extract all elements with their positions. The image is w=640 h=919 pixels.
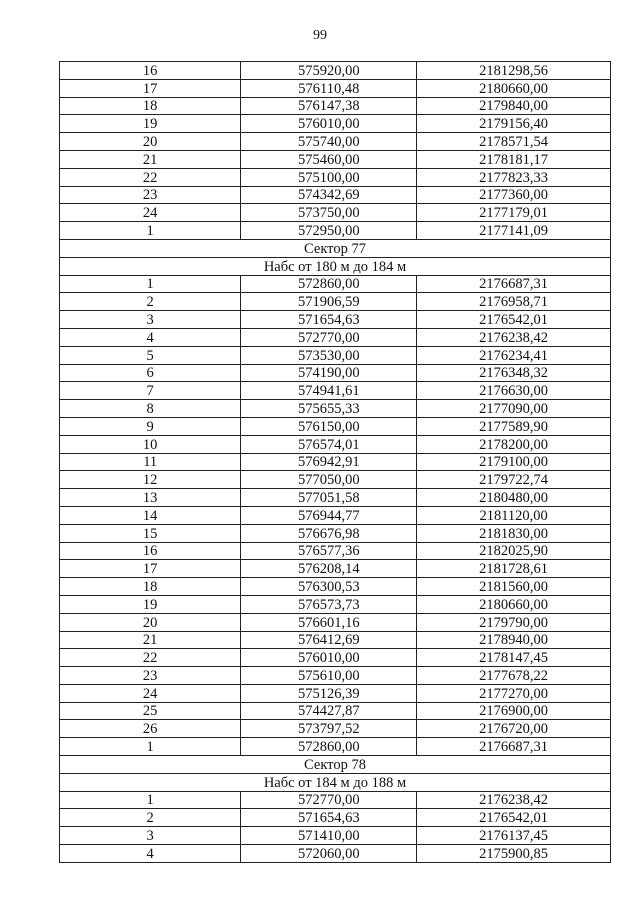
y-coordinate-cell: 2180480,00 — [417, 489, 611, 507]
x-coordinate-cell: 572950,00 — [241, 222, 417, 240]
y-coordinate-cell: 2178181,17 — [417, 150, 611, 168]
point-number-cell: 9 — [60, 417, 241, 435]
y-coordinate-cell: 2180660,00 — [417, 79, 611, 97]
x-coordinate-cell: 576944,77 — [241, 506, 417, 524]
table-row — [60, 79, 611, 97]
x-coordinate-cell: 571654,63 — [241, 311, 417, 329]
x-coordinate-cell: 572860,00 — [241, 738, 417, 756]
x-coordinate-cell: 575740,00 — [241, 133, 417, 151]
page-number: 99 — [313, 28, 327, 43]
table-row — [60, 702, 611, 720]
point-number-cell: 15 — [60, 524, 241, 542]
x-coordinate-cell: 576676,98 — [241, 524, 417, 542]
x-coordinate-cell: 573530,00 — [241, 346, 417, 364]
x-coordinate-cell: 576208,14 — [241, 560, 417, 578]
point-number-cell: 20 — [60, 613, 241, 631]
y-coordinate-cell: 2181120,00 — [417, 506, 611, 524]
sector-header-row — [60, 756, 611, 774]
point-number-cell: 19 — [60, 115, 241, 133]
x-coordinate-cell: 575460,00 — [241, 150, 417, 168]
table-row — [60, 346, 611, 364]
y-coordinate-cell: 2176687,31 — [417, 738, 611, 756]
x-coordinate-cell: 576412,69 — [241, 631, 417, 649]
y-coordinate-cell: 2182025,90 — [417, 542, 611, 560]
y-coordinate-cell: 2177589,90 — [417, 417, 611, 435]
table-row — [60, 560, 611, 578]
sector-header-cell: Набс от 180 м до 184 м — [60, 257, 611, 275]
table-row — [60, 631, 611, 649]
point-number-cell: 8 — [60, 400, 241, 418]
table-row — [60, 435, 611, 453]
point-number-cell: 17 — [60, 79, 241, 97]
table-row — [60, 417, 611, 435]
point-number-cell: 23 — [60, 667, 241, 685]
y-coordinate-cell: 2177823,33 — [417, 168, 611, 186]
point-number-cell: 13 — [60, 489, 241, 507]
y-coordinate-cell: 2176137,45 — [417, 827, 611, 845]
table-row — [60, 542, 611, 560]
point-number-cell: 17 — [60, 560, 241, 578]
point-number-cell: 18 — [60, 578, 241, 596]
y-coordinate-cell: 2179790,00 — [417, 613, 611, 631]
y-coordinate-cell: 2176630,00 — [417, 382, 611, 400]
y-coordinate-cell: 2179156,40 — [417, 115, 611, 133]
point-number-cell: 1 — [60, 791, 241, 809]
point-number-cell: 21 — [60, 150, 241, 168]
x-coordinate-cell: 576577,36 — [241, 542, 417, 560]
y-coordinate-cell: 2181830,00 — [417, 524, 611, 542]
y-coordinate-cell: 2176542,01 — [417, 311, 611, 329]
point-number-cell: 18 — [60, 97, 241, 115]
point-number-cell: 4 — [60, 845, 241, 863]
y-coordinate-cell: 2177678,22 — [417, 667, 611, 685]
point-number-cell: 22 — [60, 649, 241, 667]
table-row — [60, 684, 611, 702]
y-coordinate-cell: 2179100,00 — [417, 453, 611, 471]
x-coordinate-cell: 572770,00 — [241, 328, 417, 346]
y-coordinate-cell: 2176900,00 — [417, 702, 611, 720]
x-coordinate-cell: 576574,01 — [241, 435, 417, 453]
y-coordinate-cell: 2178571,54 — [417, 133, 611, 151]
y-coordinate-cell: 2181728,61 — [417, 560, 611, 578]
x-coordinate-cell: 576150,00 — [241, 417, 417, 435]
x-coordinate-cell: 572860,00 — [241, 275, 417, 293]
point-number-cell: 2 — [60, 809, 241, 827]
point-number-cell: 7 — [60, 382, 241, 400]
y-coordinate-cell: 2176234,41 — [417, 346, 611, 364]
x-coordinate-cell: 571906,59 — [241, 293, 417, 311]
x-coordinate-cell: 573750,00 — [241, 204, 417, 222]
x-coordinate-cell: 577050,00 — [241, 471, 417, 489]
y-coordinate-cell: 2176238,42 — [417, 328, 611, 346]
point-number-cell: 6 — [60, 364, 241, 382]
y-coordinate-cell: 2177090,00 — [417, 400, 611, 418]
table-row — [60, 133, 611, 151]
point-number-cell: 1 — [60, 222, 241, 240]
x-coordinate-cell: 576010,00 — [241, 649, 417, 667]
x-coordinate-cell: 575655,33 — [241, 400, 417, 418]
table-row — [60, 222, 611, 240]
x-coordinate-cell: 576010,00 — [241, 115, 417, 133]
point-number-cell: 16 — [60, 62, 241, 80]
table-row — [60, 809, 611, 827]
table-row — [60, 97, 611, 115]
point-number-cell: 26 — [60, 720, 241, 738]
table-row — [60, 595, 611, 613]
sector-header-cell: Сектор 77 — [60, 239, 611, 257]
point-number-cell: 24 — [60, 204, 241, 222]
y-coordinate-cell: 2176542,01 — [417, 809, 611, 827]
x-coordinate-cell: 571654,63 — [241, 809, 417, 827]
point-number-cell: 22 — [60, 168, 241, 186]
x-coordinate-cell: 576942,91 — [241, 453, 417, 471]
table-row — [60, 845, 611, 863]
x-coordinate-cell: 577051,58 — [241, 489, 417, 507]
x-coordinate-cell: 575100,00 — [241, 168, 417, 186]
x-coordinate-cell: 576147,38 — [241, 97, 417, 115]
y-coordinate-cell: 2180660,00 — [417, 595, 611, 613]
x-coordinate-cell: 575920,00 — [241, 62, 417, 80]
x-coordinate-cell: 574941,61 — [241, 382, 417, 400]
sector-header-row — [60, 239, 611, 257]
table-row — [60, 524, 611, 542]
sector-header-row — [60, 257, 611, 275]
sector-header-cell: Сектор 78 — [60, 756, 611, 774]
point-number-cell: 14 — [60, 506, 241, 524]
table-row — [60, 667, 611, 685]
y-coordinate-cell: 2179722,74 — [417, 471, 611, 489]
x-coordinate-cell: 576110,48 — [241, 79, 417, 97]
table-row — [60, 311, 611, 329]
point-number-cell: 10 — [60, 435, 241, 453]
table-row — [60, 186, 611, 204]
y-coordinate-cell: 2177360,00 — [417, 186, 611, 204]
x-coordinate-cell: 572060,00 — [241, 845, 417, 863]
y-coordinate-cell: 2178200,00 — [417, 435, 611, 453]
table-row — [60, 204, 611, 222]
point-number-cell: 3 — [60, 827, 241, 845]
y-coordinate-cell: 2181298,56 — [417, 62, 611, 80]
table-row — [60, 720, 611, 738]
coordinates-table-body — [60, 62, 611, 863]
table-row — [60, 791, 611, 809]
x-coordinate-cell: 574427,87 — [241, 702, 417, 720]
x-coordinate-cell: 571410,00 — [241, 827, 417, 845]
point-number-cell: 25 — [60, 702, 241, 720]
point-number-cell: 4 — [60, 328, 241, 346]
y-coordinate-cell: 2179840,00 — [417, 97, 611, 115]
y-coordinate-cell: 2176687,31 — [417, 275, 611, 293]
table-row — [60, 382, 611, 400]
x-coordinate-cell: 572770,00 — [241, 791, 417, 809]
x-coordinate-cell: 575610,00 — [241, 667, 417, 685]
table-row — [60, 738, 611, 756]
table-row — [60, 489, 611, 507]
y-coordinate-cell: 2176720,00 — [417, 720, 611, 738]
point-number-cell: 20 — [60, 133, 241, 151]
point-number-cell: 12 — [60, 471, 241, 489]
x-coordinate-cell: 576601,16 — [241, 613, 417, 631]
table-row — [60, 578, 611, 596]
point-number-cell: 11 — [60, 453, 241, 471]
point-number-cell: 3 — [60, 311, 241, 329]
point-number-cell: 1 — [60, 275, 241, 293]
table-row — [60, 168, 611, 186]
x-coordinate-cell: 575126,39 — [241, 684, 417, 702]
x-coordinate-cell: 574342,69 — [241, 186, 417, 204]
table-row — [60, 453, 611, 471]
table-row — [60, 62, 611, 80]
table-row — [60, 115, 611, 133]
y-coordinate-cell: 2176958,71 — [417, 293, 611, 311]
point-number-cell: 19 — [60, 595, 241, 613]
point-number-cell: 23 — [60, 186, 241, 204]
table-row — [60, 471, 611, 489]
x-coordinate-cell: 573797,52 — [241, 720, 417, 738]
x-coordinate-cell: 574190,00 — [241, 364, 417, 382]
table-row — [60, 150, 611, 168]
table-row — [60, 649, 611, 667]
table-row — [60, 275, 611, 293]
table-row — [60, 613, 611, 631]
table-row — [60, 293, 611, 311]
y-coordinate-cell: 2175900,85 — [417, 845, 611, 863]
table-row — [60, 827, 611, 845]
table-row — [60, 364, 611, 382]
y-coordinate-cell: 2178940,00 — [417, 631, 611, 649]
point-number-cell: 24 — [60, 684, 241, 702]
y-coordinate-cell: 2177141,09 — [417, 222, 611, 240]
sector-header-row — [60, 773, 611, 791]
x-coordinate-cell: 576300,53 — [241, 578, 417, 596]
table-row — [60, 400, 611, 418]
y-coordinate-cell: 2176348,32 — [417, 364, 611, 382]
y-coordinate-cell: 2177270,00 — [417, 684, 611, 702]
sector-header-cell: Набс от 184 м до 188 м — [60, 773, 611, 791]
point-number-cell: 21 — [60, 631, 241, 649]
y-coordinate-cell: 2176238,42 — [417, 791, 611, 809]
table-row — [60, 328, 611, 346]
point-number-cell: 2 — [60, 293, 241, 311]
table-row — [60, 506, 611, 524]
coordinates-table — [59, 61, 611, 863]
y-coordinate-cell: 2181560,00 — [417, 578, 611, 596]
point-number-cell: 5 — [60, 346, 241, 364]
point-number-cell: 1 — [60, 738, 241, 756]
y-coordinate-cell: 2177179,01 — [417, 204, 611, 222]
x-coordinate-cell: 576573,73 — [241, 595, 417, 613]
y-coordinate-cell: 2178147,45 — [417, 649, 611, 667]
point-number-cell: 16 — [60, 542, 241, 560]
